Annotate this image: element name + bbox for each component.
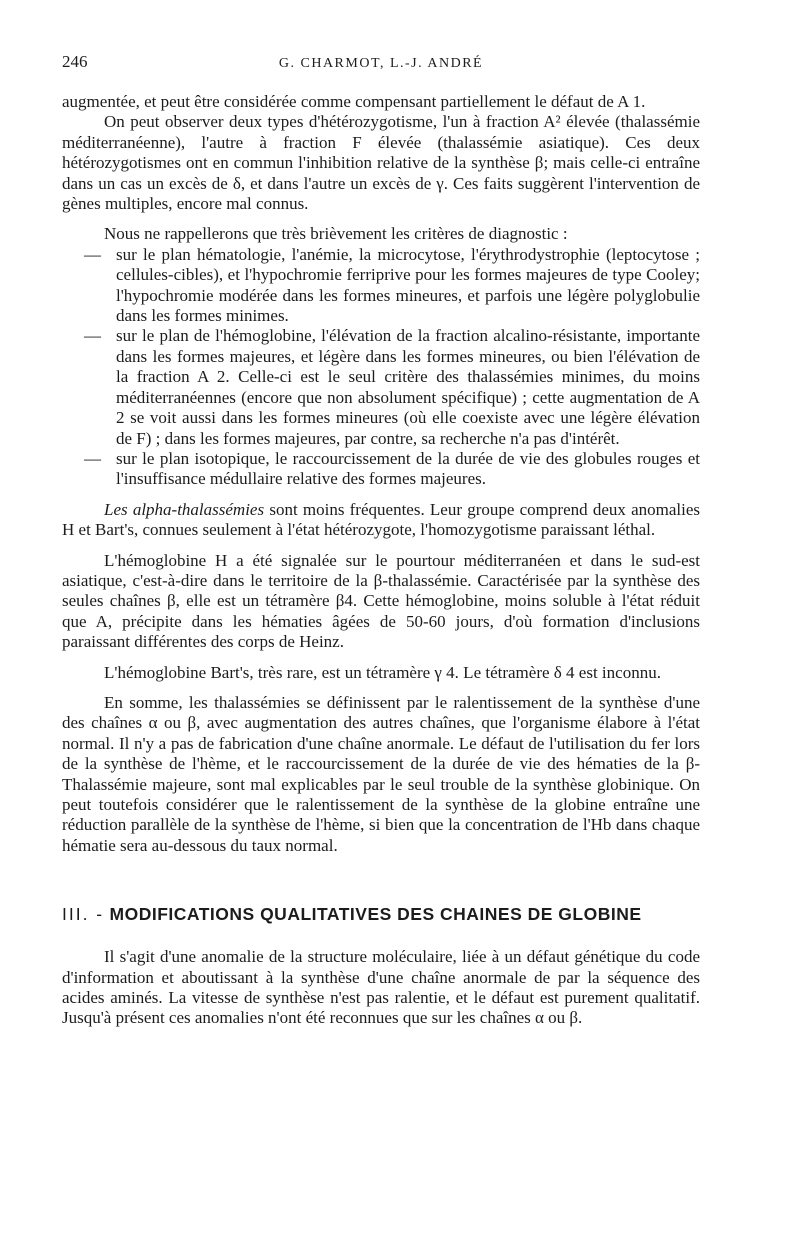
section-number: III. -: [62, 904, 105, 925]
running-title: G. CHARMOT, L.-J. ANDRÉ: [278, 56, 484, 71]
alpha-thalassemias-text: sont moins fréquentes. Leur groupe comprend deux anomalies H et Bart's, connues seulement à l'état hétérozygote, l'homozygotisme paraissant léthal.: [62, 499, 701, 540]
paragraph-alpha-thalassemias: [62, 500, 700, 541]
paragraph-qualitative-anomaly: Il s'agit d'une anomalie de la structure moléculaire, liée à un défaut génétique du code d'information et aboutissant à la synthèse d'une chaîne anormale de par la séquence des acides aminés. La vitesse de synthèse n'est pas ralentie, et le défaut est purement qualitatif. Jusqu'à présent ces anomalies n'ont été reconnues que sur les chaînes α ou β.: [62, 947, 700, 1028]
page: [62, 52, 700, 1029]
page-header: [62, 52, 700, 82]
section-heading: [62, 904, 700, 925]
paragraph-heterozygotism: On peut observer deux types d'hétérozygotisme, l'un à fraction A² élevée (thalassémie méditerranéenne), l'autre à fraction F élevée (thalassémie asiatique). Ces deux hétérozygotismes ont en commun l'inhibition relative de la synthèse β; mais celle-ci entraîne dans un cas un excès de δ, et dans l'autre un excès de γ. Ces faits suggèrent l'intervention de gènes multiples, encore mal connus.: [62, 112, 700, 214]
list-item-isotopic: — sur le plan isotopique, le raccourcissement de la durée de vie des globules rouges et l'insuffisance médullaire relative des formes majeures.: [62, 449, 700, 490]
paragraph-summary: En somme, les thalassémies se définissent par le ralentissement de la synthèse d'une des chaînes α ou β, avec augmentation des autres chaînes, que l'organisme élabore à l'état normal. Il n'y a pas de fabrication d'une chaîne anormale. Le défaut de l'utilisation du fer lors de la synthèse de l'hème, et le raccourcissement de la durée de vie des hématies de la β-Thalassémie majeure, sont mal explicables par le seul trouble de la synthèse globinique. On peut toutefois considérer que le ralentissement de la synthèse de la globine entraîne une réduction parallèle de la synthèse de l'hème, si bien que la concentration de l'Hb dans chaque hématie sera au-dessous du taux normal.: [62, 692, 700, 855]
paragraph-hemoglobin-h: L'hémoglobine H a été signalée sur le pourtour méditerranéen et dans le sud-est asiatique, c'est-à-dire dans le territoire de la β-thalassémie. Caractérisée par la synthèse des seules chaînes β, elle est un tétramère β4. Cette hémoglobine, moins soluble à l'état réduit que A, précipite dans les hématies âgées de 50-60 jours, d'où formation d'inclusions paraissant différentes des corps de Heinz.: [62, 550, 700, 652]
list-item-hemoglobin: — sur le plan de l'hémoglobine, l'élévation de la fraction alcalino-résistante, importante dans les formes majeures, et légère dans les formes mineures, ou bien l'élévation de la fraction A 2. Celle-ci est le seul critère des thalassémies minimes, du moins méditerranéennes (encore que non absolument spécifique) ; cette augmentation de A 2 se voit aussi dans les formes mineures (où elle coexiste avec une légère élévation de F) ; dans les formes majeures, par contre, sa recherche n'a pas d'intérêt.: [62, 326, 700, 448]
section-title: MODIFICATIONS QUALITATIVES DES CHAINES DE GLOBINE: [109, 904, 642, 925]
paragraph-hemoglobin-barts: L'hémoglobine Bart's, très rare, est un tétramère γ 4. Le tétramère δ 4 est inconnu.: [104, 662, 661, 682]
paragraph-diagnostic-intro: Nous ne rappellerons que très brièvement les critères de diagnostic :: [104, 224, 568, 244]
alpha-thalassemias-term: Les alpha-thalassémies: [104, 499, 265, 519]
page-number: 246: [62, 52, 88, 71]
paragraph-continuation: augmentée, et peut être considérée comme compensant partiellement le défaut de A 1.: [62, 92, 646, 111]
list-item-hematology: — sur le plan hématologie, l'anémie, la microcytose, l'érythrodystrophie (leptocytose ; cellules-cibles), et l'hypochromie ferriprive pour les formes majeures de type Cooley; l'hypochromie modérée dans les formes mineures, et parfois une légère polyglobulie dans les formes minimes.: [62, 245, 700, 327]
